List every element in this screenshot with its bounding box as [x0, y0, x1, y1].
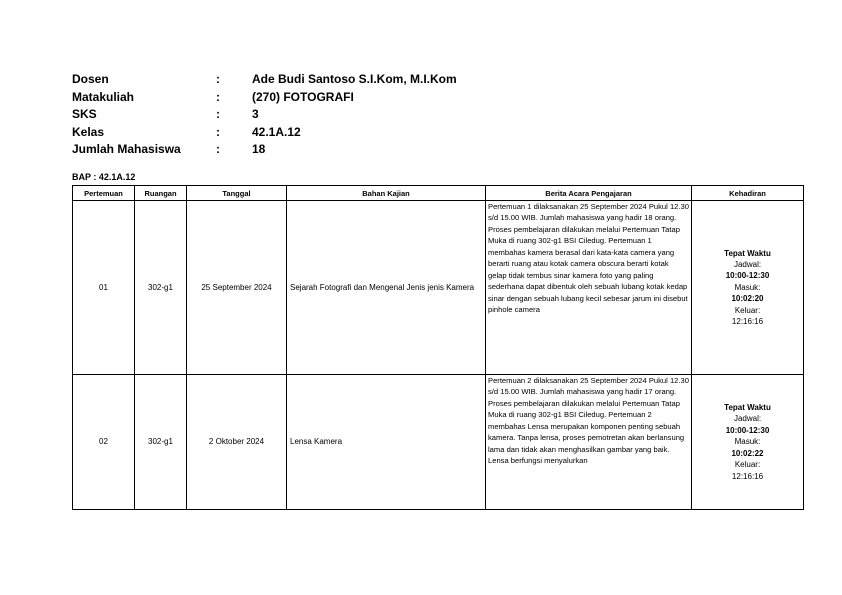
header-kehadiran: Kehadiran: [692, 186, 804, 201]
info-value: Ade Budi Santoso S.I.Kom, M.I.Kom: [252, 72, 457, 86]
info-colon: :: [216, 107, 220, 121]
info-label: Kelas: [72, 124, 105, 139]
jadwal-label: Jadwal:: [733, 259, 762, 269]
table-row: [73, 375, 804, 510]
info-label: SKS: [72, 107, 97, 121]
berita-acara-text: Pertemuan 2 dilaksanakan 25 September 2024 Pukul 12.30 s/d 15.00 WIB. Jumlah mahasiswa yang hadir 17 orang. Proses pembelajaran dilakukan melalui Pertemuan Tatap Muka di ruang 302-g1 BSI Ciledug. Pertemuan 2 membahas Lensa merupakan komponen penting sebuah kamera. Tanpa lensa, proses pemotretan akan berlansung lama dan tidak akan menghasilkan gambar yang baik. Lensa berfungsi menyalurkan: [488, 376, 689, 466]
header-berita-acara: Berita Acara Pengajaran: [486, 186, 692, 201]
table-header-row: [73, 186, 804, 201]
cell-pertemuan: 02: [73, 375, 135, 510]
cell-tanggal: 25 September 2024: [187, 201, 287, 375]
info-colon: :: [216, 124, 220, 139]
header-tanggal: Tanggal: [187, 186, 287, 201]
kehadiran-status: Tepat Waktu: [724, 248, 771, 258]
cell-berita-acara: Pertemuan 1 dilaksanakan 25 September 2024 Pukul 12.30 s/d 15.00 WIB. Jumlah mahasiswa yang hadir 18 orang. Proses pembelajaran dilakukan melalui Pertemuan Tatap Muka di ruang 302-g1 BSI Ciledug. Pertemuan 1 membahas kamera berasal dari kata-kata camera yang berarti ruang atau kotak camera obscura berarti kotak gelap tidak tembus sinar kamera foto yang paling sederhana dapat dibentuk oleh sebuah lubang kotak kedap sinar dengan sebuah lubang kecil sebesar jarum ini disebut pinhole camera: [486, 201, 692, 375]
masuk-label: Masuk:: [734, 282, 761, 292]
info-colon: :: [216, 142, 220, 156]
cell-ruangan: 302-g1: [135, 201, 187, 375]
info-value: 42.1A.12: [252, 124, 301, 139]
jadwal-value: 10:00-12:30: [725, 425, 770, 435]
info-colon: :: [216, 72, 220, 86]
info-label: Matakuliah: [72, 89, 135, 104]
keluar-value: 12:16:16: [731, 471, 764, 481]
cell-kehadiran: [692, 375, 804, 510]
info-colon: :: [216, 89, 220, 104]
info-value: 18: [252, 142, 266, 156]
cell-pertemuan: 01: [73, 201, 135, 375]
bap-table: [72, 185, 804, 510]
keluar-value: 12:16:16: [731, 317, 764, 327]
header-pertemuan: Pertemuan: [73, 186, 135, 201]
cell-bahan-kajian: Lensa Kamera: [287, 375, 486, 510]
info-label: Jumlah Mahasiswa: [72, 142, 181, 156]
masuk-value: 10:02:20: [731, 294, 764, 304]
header-ruangan: Ruangan: [135, 186, 187, 201]
cell-bahan-kajian: Sejarah Fotografi dan Mengenal Jenis jenis Kamera: [287, 201, 486, 375]
keluar-label: Keluar:: [734, 460, 761, 470]
keluar-label: Keluar:: [734, 305, 761, 315]
jadwal-value: 10:00-12:30: [725, 271, 770, 281]
info-label: Dosen: [72, 72, 109, 86]
header-bahan-kajian: Bahan Kajian: [287, 186, 486, 201]
info-value: 3: [252, 107, 259, 121]
jadwal-label: Jadwal:: [733, 414, 762, 424]
masuk-value: 10:02:22: [731, 448, 764, 458]
kehadiran-status: Tepat Waktu: [724, 403, 771, 413]
bap-title: BAP : 42.1A.12: [72, 172, 136, 182]
masuk-label: Masuk:: [734, 437, 761, 447]
cell-ruangan: 302-g1: [135, 375, 187, 510]
cell-kehadiran: [692, 201, 804, 375]
cell-berita-acara: [486, 375, 692, 510]
cell-tanggal: 2 Oktober 2024: [187, 375, 287, 510]
info-value: (270) FOTOGRAFI: [252, 89, 354, 104]
table-row: [73, 201, 804, 375]
